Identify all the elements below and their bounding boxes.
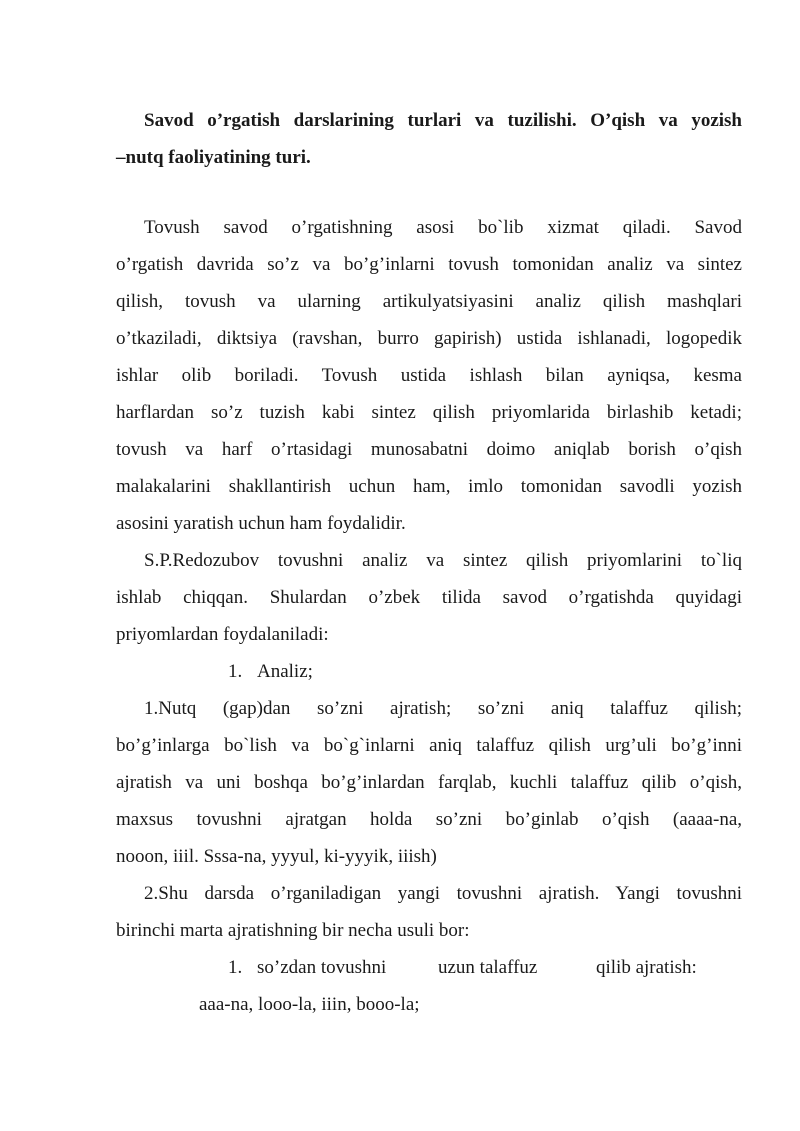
heading-line-1: Savod o’rgatish darslarining turlari va tuzilishi. O’qish va yozish <box>144 110 742 131</box>
paragraph-4-line: 2.Shu darsda o’rganiladigan yangi tovushni ajratish. Yangi tovushni <box>144 883 742 904</box>
list-2-marker: 1. <box>228 957 243 978</box>
paragraph-1-line: o’tkaziladi, diktsiya (ravshan, burro gapirish) ustida ishlanadi, logopedik <box>116 328 742 349</box>
heading-line-2: –nutq faoliyatining turi. <box>116 147 311 168</box>
paragraph-1-line: harflardan so’z tuzish kabi sintez qilish priyomlarida birlashib ketadi; <box>116 402 742 423</box>
list-1-marker: 1. <box>228 661 243 682</box>
paragraph-2-line: S.P.Redozubov tovushni analiz va sintez qilish priyomlarini to`liq <box>144 550 742 571</box>
paragraph-1-line: qilish, tovush va ularning artikulyatsiyasini analiz qilish mashqlari <box>116 291 742 312</box>
paragraph-3-line: nooon, iiil. Sssa-na, yyyul, ki-yyyik, iiish) <box>116 846 437 867</box>
paragraph-4-line: birinchi marta ajratishning bir necha usuli bor: <box>116 920 470 941</box>
paragraph-3-line: bo’g’inlarga bo`lish va bo`g`inlarni aniq talaffuz qilish urg’uli bo’g’inni <box>116 735 742 756</box>
list-2-part-2: uzun talaffuz <box>438 957 538 978</box>
paragraph-1-line: tovush va harf o’rtasidagi munosabatni doimo aniqlab borish o’qish <box>116 439 742 460</box>
list-2-part-3: qilib ajratish: <box>596 957 697 978</box>
paragraph-1-line: ishlar olib boriladi. Tovush ustida ishlash bilan ayniqsa, kesma <box>116 365 742 386</box>
paragraph-2-line: priyomlardan foydalaniladi: <box>116 624 329 645</box>
list-1-text: Analiz; <box>257 661 313 682</box>
list-2-part-1: so’zdan tovushni <box>257 957 387 978</box>
paragraph-3-line: ajratish va uni boshqa bo’g’inlardan farqlab, kuchli talaffuz qilib o’qish, <box>116 772 742 793</box>
paragraph-1-line: asosini yaratish uchun ham foydalidir. <box>116 513 406 534</box>
list-2-continuation: aaa-na, looo-la, iiin, booo-la; <box>199 994 420 1015</box>
paragraph-2-line: ishlab chiqqan. Shulardan o’zbek tilida savod o’rgatishda quyidagi <box>116 587 742 608</box>
paragraph-1-line: Tovush savod o’rgatishning asosi bo`lib xizmat qiladi. Savod <box>144 217 742 238</box>
paragraph-1-line: malakalarini shakllantirish uchun ham, imlo tomonidan savodli yozish <box>116 476 742 497</box>
paragraph-3-line: 1.Nutq (gap)dan so’zni ajratish; so’zni aniq talaffuz qilish; <box>144 698 742 719</box>
paragraph-1-line: o’rgatish davrida so’z va bo’g’inlarni tovush tomonidan analiz va sintez <box>116 254 742 275</box>
paragraph-3-line: maxsus tovushni ajratgan holda so’zni bo’ginlab o’qish (aaaa-na, <box>116 809 742 830</box>
